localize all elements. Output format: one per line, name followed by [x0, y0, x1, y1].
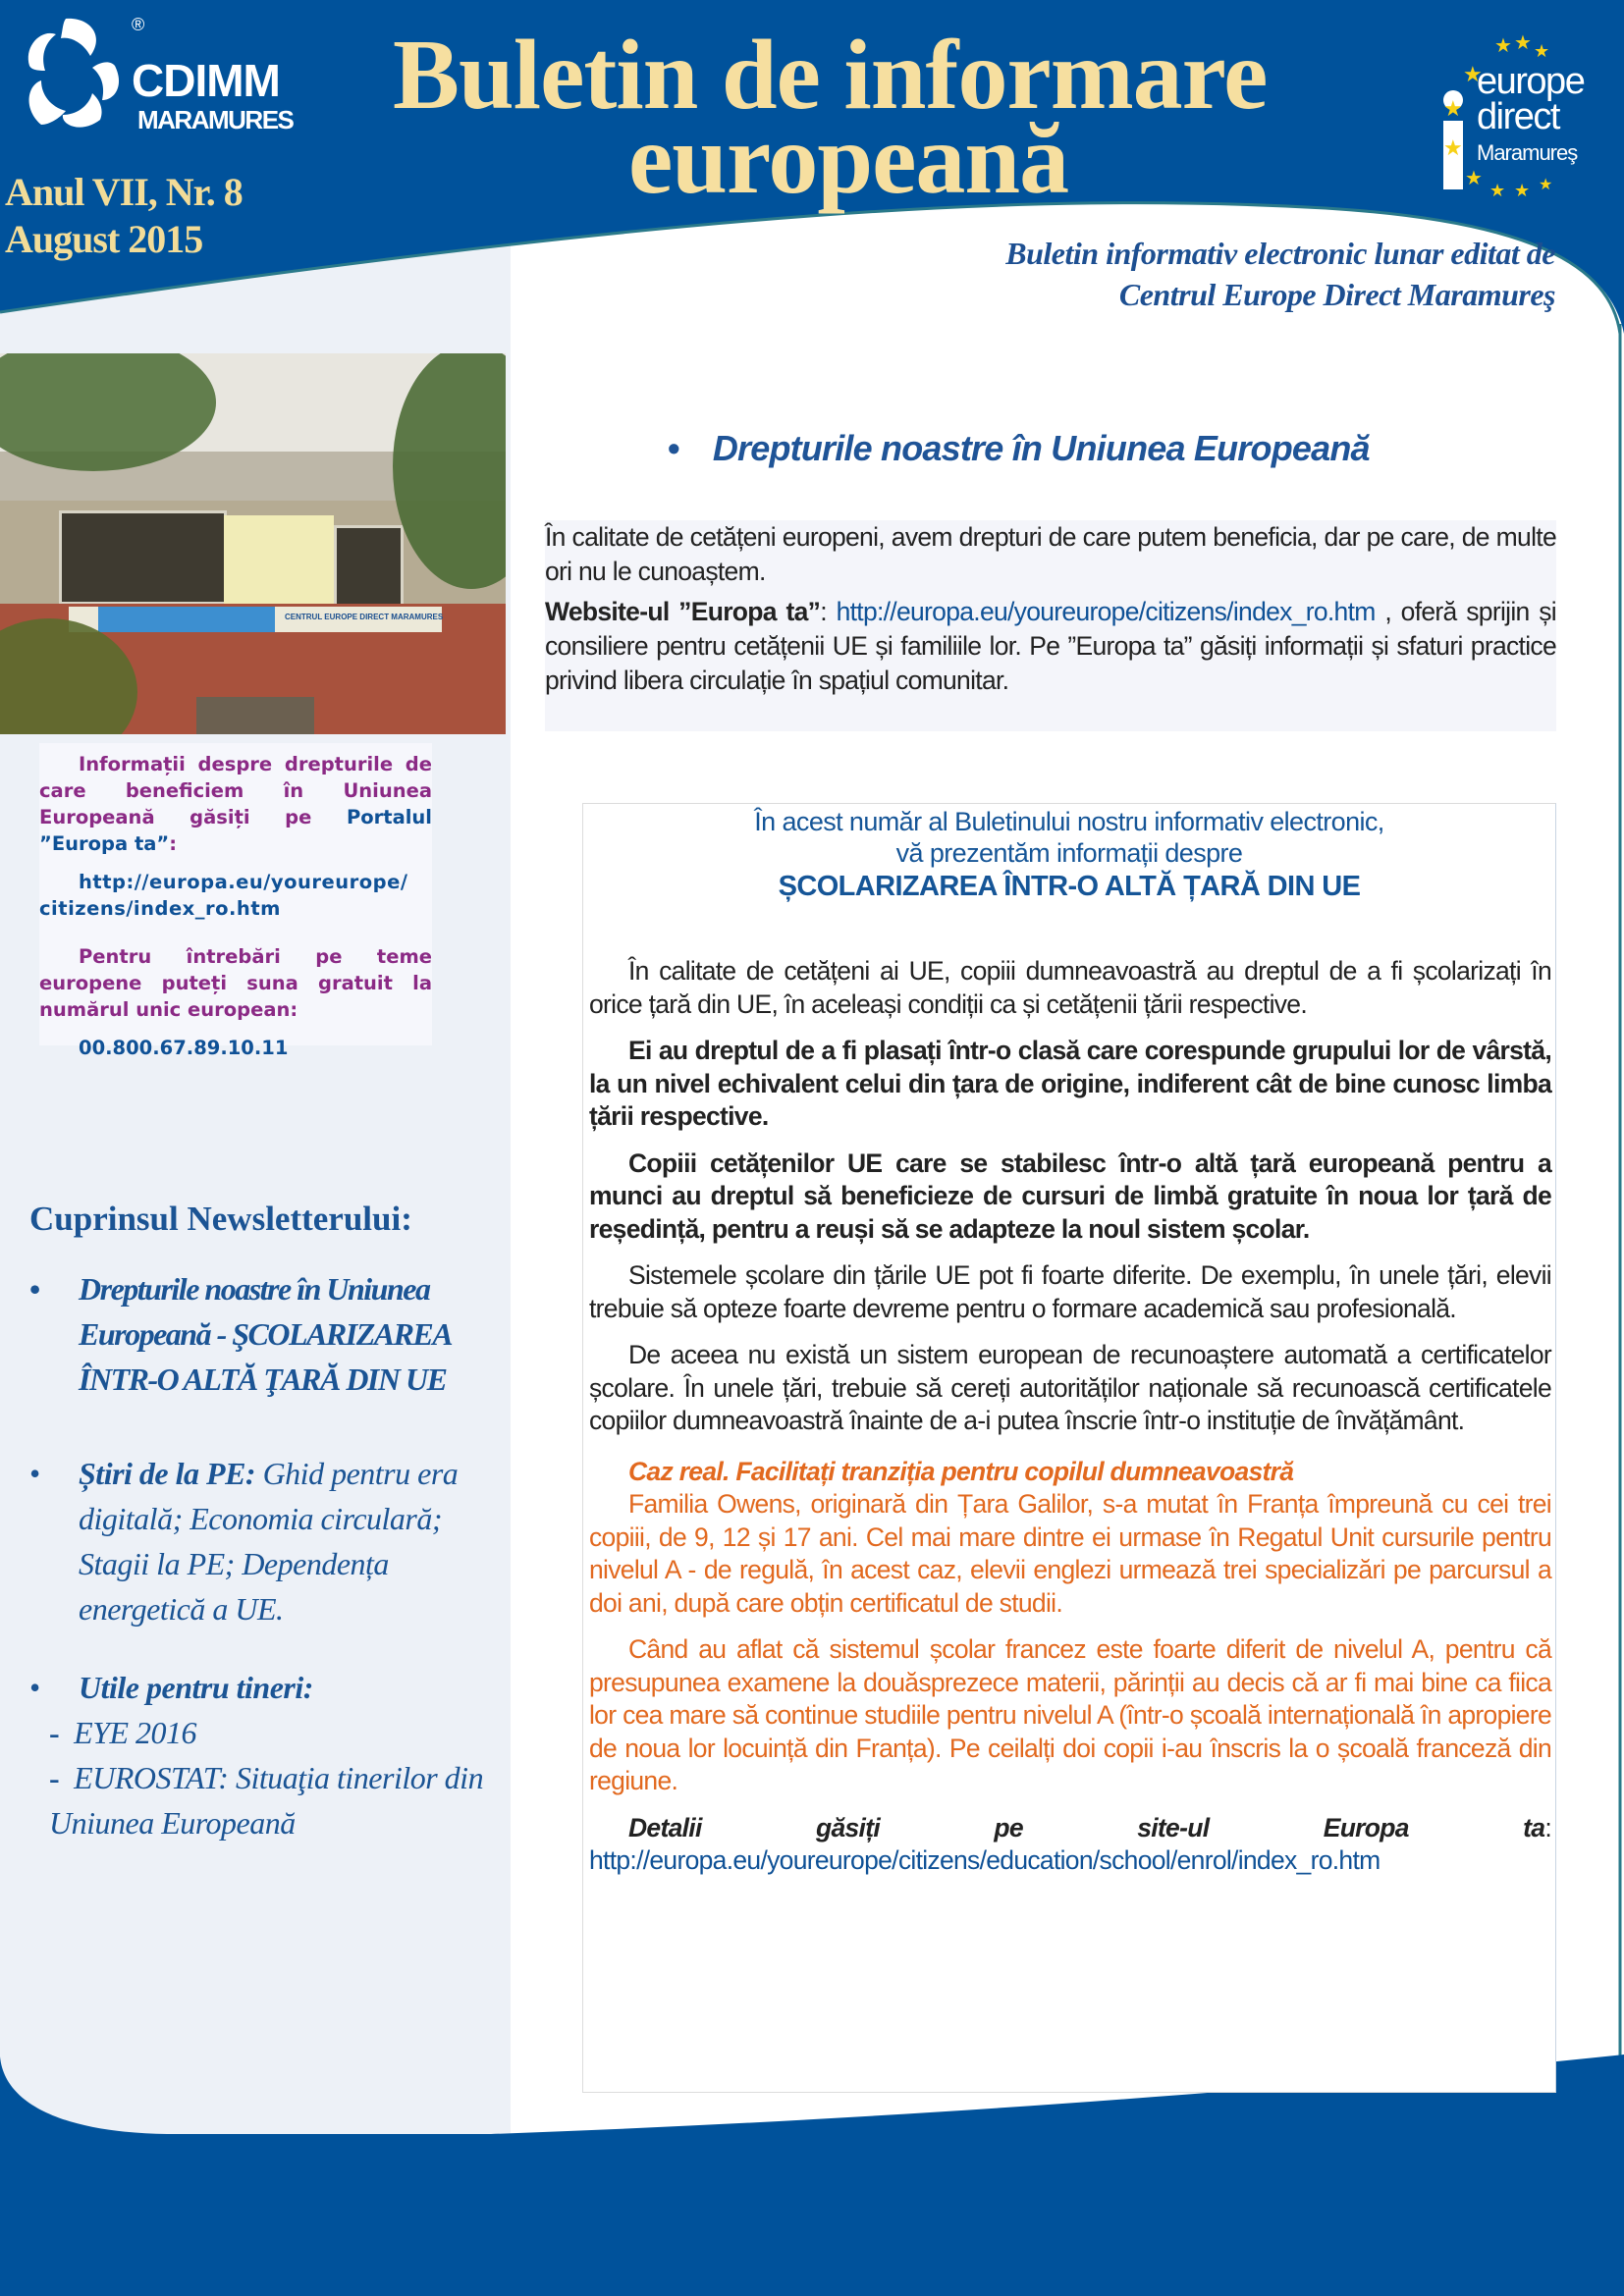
article-paragraph: Copiii cetățenilor UE care se stabilesc într-o altă țară europeană pentru a munci au dreptul să beneficieze de cursuri de limbă gratuite în noua lor țară de reședință, pentru a reuși să se adapteze la noul sistem școlar. — [589, 1148, 1551, 1244]
newsletter-contents — [29, 1200, 511, 1845]
bullet-icon: • — [29, 1670, 40, 1705]
svg-text:★: ★ — [1489, 181, 1506, 199]
svg-text:★: ★ — [1494, 35, 1512, 57]
photo-sign-text: CENTRUL EUROPE DIRECT MARAMURES — [285, 613, 444, 621]
article-paragraph: Familia Owens, originară din Țara Galilor, s-a mutat în Franța împreună cu cei trei copiii, de 9, 12 și 17 ani. Cel mai mare dintre ei urmase în Regatul Unit cursurile pentru nivelul A - de regulă, în acest caz, elevii englezi urmează trei specializări pe parcursul a doi ani, după care obțin certificatul de studii. — [589, 1489, 1551, 1618]
intro-website-paragraph: Website-ul ”Europa ta”: http://europa.eu/youreurope/citizens/index_ro.htm , oferă sprijin și consiliere pentru cetățenii UE și familiile lor. Pe ”Europa ta” găsiți informații și sfaturi practice privind libera circulație în spațiul comunitar. — [545, 597, 1556, 695]
issue-number: Anul VII, Nr. 8 — [5, 170, 243, 214]
article-header: În acest număr al Buletinului nostru informativ electronic, vă prezentăm informații despre ȘCOLARIZAREA ÎNTR-O ALTĂ ȚARĂ DIN UE — [583, 806, 1555, 904]
sidebar-info-box — [39, 743, 432, 1059]
svg-text:★: ★ — [1463, 62, 1483, 86]
article-paragraph: Sistemele școlare din țările UE pot fi foarte diferite. De exemplu, în unele țări, elevii trebuie să opteze foarte devreme pentru o formare academică sau profesională. — [589, 1260, 1551, 1323]
info-rights-text: Informații despre drepturile de care beneficiem în Uniunea Europeană găsiți pe Portalul ”Europa ta”: — [39, 753, 432, 855]
newsletter-title-line2: europeană — [628, 104, 1069, 215]
intro-box — [545, 520, 1556, 731]
case-study-title: Caz real. Facilitați tranziția pentru copilul dumneavoastră — [628, 1456, 1294, 1486]
cdimm-logo — [22, 15, 316, 137]
article-paragraph: Când au aflat că sistemul școlar francez este foarte diferit de nivelul A, pentru că presupunea examene la douăsprezece materii, părinții au decis că ar fi mai bine ca fiica lor cea mare să continue studiile pentru nivelul A (într-o școală internațională în apropiere de noua lor locuință din Franța). Pe ceilalți doi copii i-au înscris la o școală franceză din regiune. — [589, 1634, 1551, 1795]
contents-item[interactable]: • Drepturile noastre în Uniunea Europeană - ŞCOLARIZAREA ÎNTR-O ALTĂ ŢARĂ DIN UE — [29, 1266, 511, 1402]
europa-ta-url-link[interactable]: http://europa.eu/youreurope/ citizens/index_ro.htm — [39, 871, 408, 920]
europe-direct-logo — [1435, 27, 1617, 199]
contents-item[interactable]: • Știri de la PE: Ghid pentru era digitală; Economia circulară; Stagii la PE; Dependența energetică a UE. — [29, 1451, 511, 1631]
cdimm-logo-registered: ® — [132, 15, 145, 34]
svg-text:★: ★ — [1534, 41, 1550, 61]
subtitle-line2: Centrul Europe Direct Maramureş — [1118, 277, 1555, 312]
svg-text:★: ★ — [1539, 177, 1553, 193]
article-paragraph: De aceea nu există un sistem european de recunoaștere automată a certificatelor școlare. În unele țări, trebuie să cereți autorităților naționale să recunoască certificatele copiilor dumneavoastră înainte de a-i putea înscrie într-o instituție de învățământ. — [589, 1340, 1551, 1435]
issue-date: August 2015 — [5, 217, 203, 261]
intro-paragraph: În calitate de cetățeni europeni, avem drepturi de care putem beneficia, dar pe care, de multe ori nu le cunoaștem. — [545, 522, 1556, 586]
europa-ta-portal-link[interactable]: Portalul ”Europa ta” — [39, 806, 432, 855]
cdimm-logo-name: CDIMM — [132, 55, 280, 106]
article-paragraph: În calitate de cetățeni ai UE, copiii dumneavoastră au dreptul de a fi școlarizați în orice țară din UE, în aceleași condiții ca și cetățenii țării respective. — [589, 956, 1551, 1019]
office-building-photo — [0, 353, 506, 734]
article-paragraph: Ei au dreptul de a fi plasați într-o clasă care corespunde grupului lor de vârstă, la un nivel echivalent celui din țara de origine, indiferent cât de bine cunosc limba țării respective. — [589, 1036, 1551, 1131]
europa-ta-link[interactable]: http://europa.eu/youreurope/citizens/index_ro.htm — [836, 597, 1376, 626]
newsletter-title-line1: Buletin de informare — [393, 20, 1268, 131]
svg-text:★: ★ — [1443, 96, 1463, 121]
cdimm-swirl-icon — [22, 17, 130, 134]
details-paragraph: Detalii găsiți pe site-ul Europa ta: http://europa.eu/youreurope/citizens/education/school/enrol/index_ro.htm — [589, 1812, 1551, 1875]
svg-text:★: ★ — [1465, 168, 1483, 189]
europe-direct-line1: europe — [1477, 61, 1585, 102]
bullet-icon: • — [29, 1456, 40, 1491]
phone-number: 00.800.67.89.10.11 — [79, 1037, 289, 1059]
contents-title: Cuprinsul Newsletterului: — [29, 1200, 412, 1238]
article-box — [582, 803, 1556, 2093]
contents-subitem[interactable]: - EYE 2016 — [49, 1715, 197, 1750]
section-heading: • Drepturile noastre în Uniunea Europeană — [668, 428, 1370, 468]
svg-text:★: ★ — [1514, 181, 1531, 199]
bullet-icon: • — [668, 428, 679, 468]
europe-direct-line2: direct — [1477, 96, 1559, 137]
contents-item[interactable]: • Utile pentru tineri: - EYE 2016 - EUROSTAT: Situaţia tinerilor din Uniunea Europeană — [29, 1665, 511, 1845]
subtitle-line1: Buletin informativ electronic lunar editat de — [1005, 236, 1555, 271]
info-phone-text: Pentru întrebări pe teme europene puteți suna gratuit la numărul unic european: — [39, 945, 432, 1021]
contents-subitem[interactable]: - EUROSTAT: Situaţia tinerilor din Uniunea Europeană — [49, 1760, 484, 1841]
dash-icon: - — [49, 1760, 60, 1795]
svg-text:★: ★ — [1443, 135, 1463, 160]
bullet-icon: • — [29, 1271, 39, 1307]
svg-text:★: ★ — [1514, 32, 1532, 54]
europe-direct-line3: Maramureş — [1477, 140, 1578, 165]
article-title: ȘCOLARIZAREA ÎNTR-O ALTĂ ȚARĂ DIN UE — [778, 871, 1361, 902]
dash-icon: - — [49, 1715, 60, 1750]
cdimm-logo-sub: MARAMURES — [137, 105, 294, 134]
school-enrol-link[interactable]: http://europa.eu/youreurope/citizens/education/school/enrol/index_ro.htm — [589, 1845, 1380, 1875]
